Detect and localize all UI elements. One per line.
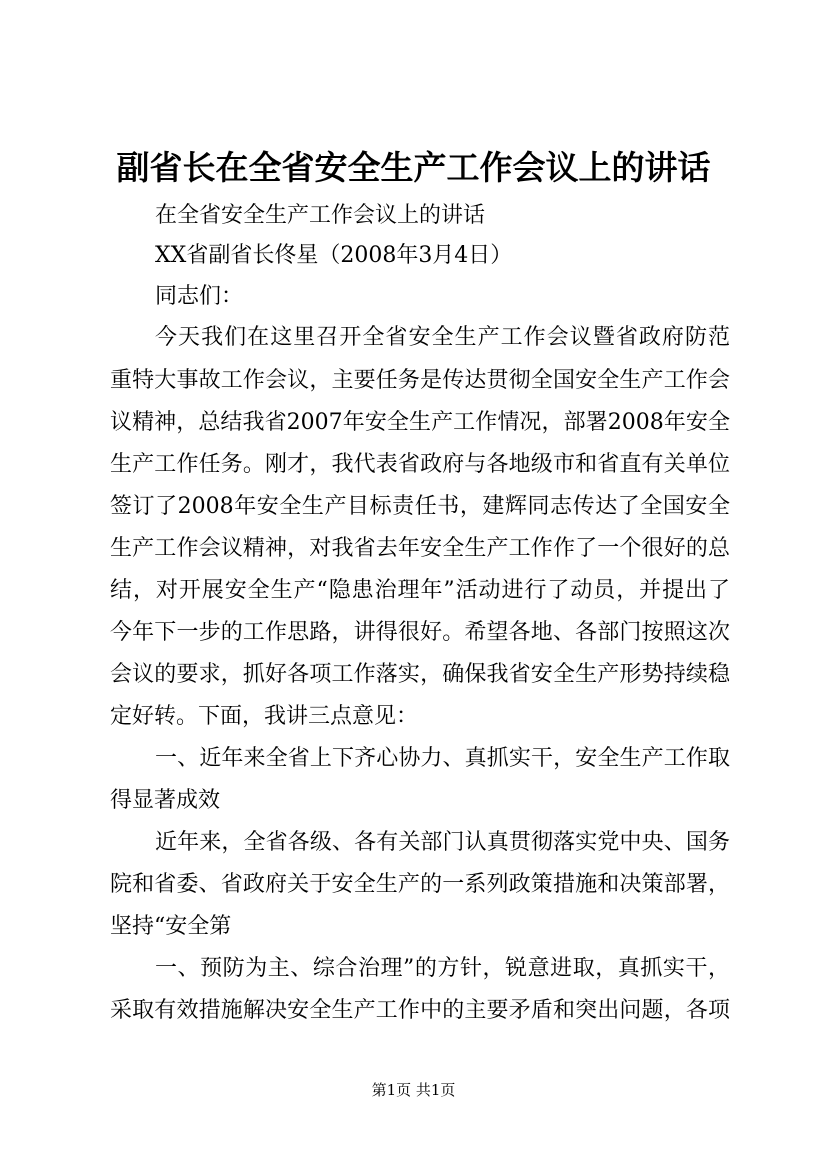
- page-footer: 第1页 共1页: [371, 1081, 456, 1099]
- section-heading: 一、近年来全省上下齐心协力、真抓实干，安全生产工作取: [155, 746, 730, 771]
- body-line: 重特大事故工作会议，主要任务是传达贯彻全国安全生产工作会: [110, 368, 730, 393]
- body-line: 议精神，总结我省2007年安全生产工作情况，部署2008年安全: [110, 410, 730, 435]
- author-line: XX省副省长佟星（2008年3月4日）: [155, 243, 513, 268]
- body-line: 结，对开展安全生产“隐患治理年”活动进行了动员，并提出了: [110, 578, 730, 603]
- body-line: 生产工作会议精神，对我省去年安全生产工作作了一个很好的总: [110, 536, 730, 561]
- document-subtitle: 在全省安全生产工作会议上的讲话: [155, 203, 486, 228]
- body-line: 生产工作任务。刚才，我代表省政府与各地级市和省直有关单位: [110, 452, 730, 477]
- body-line: 坚持“安全第: [110, 914, 232, 939]
- salutation: 同志们：: [155, 284, 244, 309]
- body-line: 采取有效措施解决安全生产工作中的主要矛盾和突出问题，各项: [110, 998, 730, 1023]
- body-line: 定好转。下面，我讲三点意见：: [110, 704, 419, 729]
- document-title: 副省长在全省安全生产工作会议上的讲话: [116, 148, 711, 187]
- body-line: 近年来，全省各级、各有关部门认真贯彻落实党中央、国务: [155, 830, 730, 855]
- body-line: 今年下一步的工作思路，讲得很好。希望各地、各部门按照这次: [110, 620, 730, 645]
- body-line: 一、预防为主、综合治理”的方针，锐意进取，真抓实干，: [155, 956, 730, 981]
- body-line: 院和省委、省政府关于安全生产的一系列政策措施和决策部署，: [110, 872, 730, 897]
- body-line: 签订了2008年安全生产目标责任书，建辉同志传达了全国安全: [110, 494, 730, 519]
- body-line: 今天我们在这里召开全省安全生产工作会议暨省政府防范: [155, 325, 730, 350]
- body-line: 会议的要求，抓好各项工作落实，确保我省安全生产形势持续稳: [110, 662, 730, 687]
- section-heading: 得显著成效: [110, 788, 221, 813]
